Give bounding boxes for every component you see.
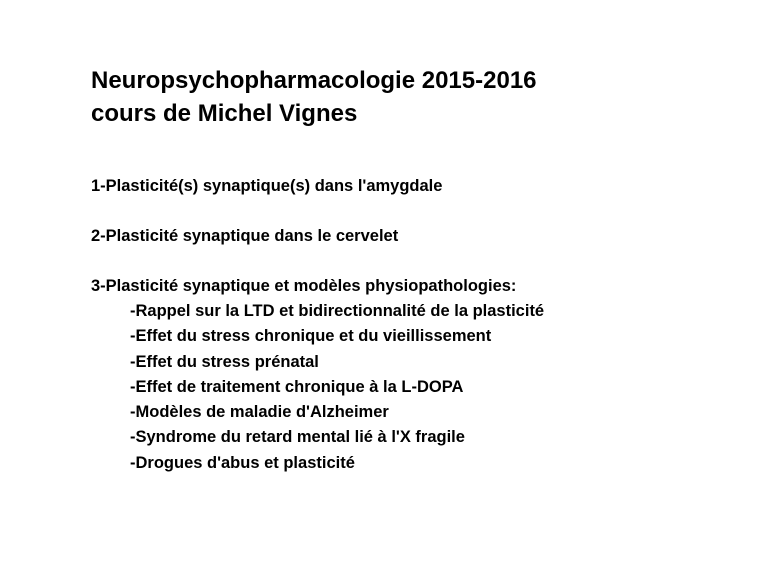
title-line-1: Neuropsychopharmacologie 2015-2016 bbox=[91, 67, 537, 94]
outline-item-3: 3-Plasticité synaptique et modèles physiopathologies: bbox=[91, 277, 517, 295]
outline-item-1: 1-Plasticité(s) synaptique(s) dans l'amygdale bbox=[91, 177, 443, 195]
subitem-chronic-stress: -Effet du stress chronique et du vieillissement bbox=[130, 327, 492, 346]
subitem-alzheimer: -Modèles de maladie d'Alzheimer bbox=[130, 403, 389, 422]
subitem-fragile-x: -Syndrome du retard mental lié à l'X fragile bbox=[130, 428, 465, 447]
title-line-2: cours de Michel Vignes bbox=[91, 100, 358, 127]
slide-title bbox=[91, 64, 731, 130]
subitem-ltd: -Rappel sur la LTD et bidirectionnalité de la plasticité bbox=[130, 302, 545, 320]
outline-item-2: 2-Plasticité synaptique dans le cervelet bbox=[91, 227, 399, 245]
subitem-l-dopa: -Effet de traitement chronique à la L-DOPA bbox=[130, 377, 464, 396]
subitem-prenatal-stress: -Effet du stress prénatal bbox=[130, 352, 319, 371]
outline-subitems bbox=[130, 299, 544, 476]
subitem-drugs-of-abuse: -Drogues d'abus et plasticité bbox=[130, 453, 355, 472]
